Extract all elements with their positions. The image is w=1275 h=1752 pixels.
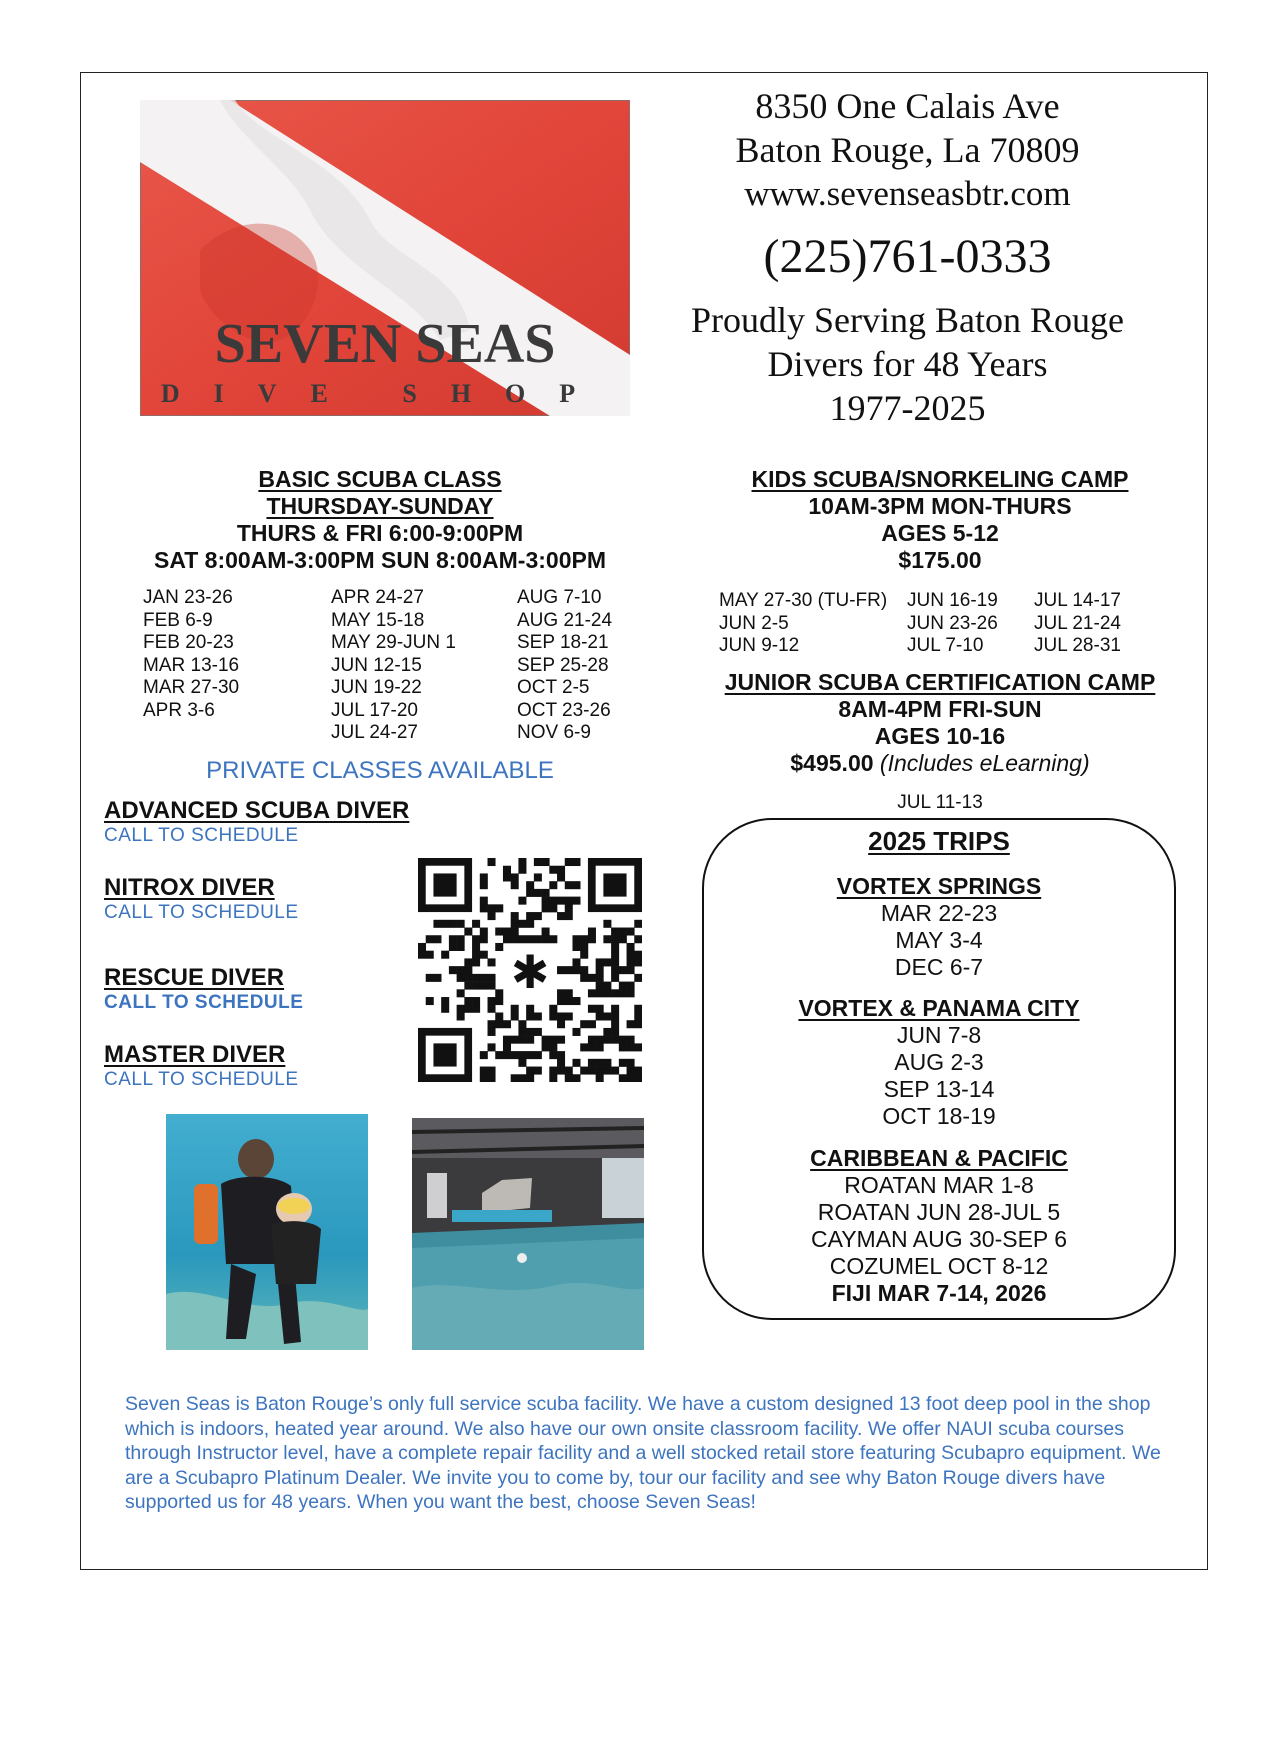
trip-date: CAYMAN AUG 30-SEP 6 <box>810 1226 1068 1252</box>
trip-date: OCT 18-19 <box>882 1103 996 1129</box>
junior-camp-hours: 8AM-4PM FRI-SUN <box>838 696 1042 722</box>
camp-date: JUN 2-5 <box>719 612 789 634</box>
trip-date: MAY 3-4 <box>895 927 983 953</box>
trip-group-title: VORTEX SPRINGS <box>836 873 1042 899</box>
basic-scuba-heading <box>110 466 650 574</box>
website-link[interactable]: www.sevenseasbtr.com <box>744 174 1071 213</box>
kids-camp-ages: AGES 5-12 <box>881 520 999 546</box>
class-date: APR 3-6 <box>143 699 215 721</box>
class-date: FEB 20-23 <box>143 632 234 653</box>
kids-dates-col3 <box>1034 590 1121 658</box>
class-date: JUL 17-20 <box>331 699 418 721</box>
basic-dates-col1 <box>143 587 239 722</box>
kids-camp-hours: 10AM-3PM MON-THURS <box>808 493 1072 519</box>
about-paragraph: Seven Seas is Baton Rouge’s only full service scuba facility. We have a custom designed 13 foot deep pool in the shop which is indoors, heated year around. We also have our own onsite classroom facility. We offer NAUI scuba courses through Instructor level, have a complete repair facility and a well stocked retail store featuring Scubapro equipment. We are a Scubapro Platinum Dealer. We invite you to come by, tour our facility and see why Baton Rouge divers have supported us for 48 years. When you want the best, choose Seven Seas! <box>125 1393 1161 1513</box>
trip-date: MAR 22-23 <box>880 900 998 926</box>
trip-date-highlight: FIJI MAR 7-14, 2026 <box>831 1280 1047 1306</box>
junior-camp-ages: AGES 10-16 <box>874 723 1006 749</box>
camp-date: JUL 21-24 <box>1034 612 1121 634</box>
class-date: NOV 6-9 <box>517 722 591 743</box>
trip-date: JUN 7-8 <box>896 1022 982 1048</box>
call-to-schedule-link[interactable]: CALL TO SCHEDULE <box>104 1069 299 1090</box>
junior-camp-title: JUNIOR SCUBA CERTIFICATION CAMP <box>724 669 1156 695</box>
trip-date: SEP 13-14 <box>883 1076 995 1102</box>
kids-dates-col2 <box>907 590 998 658</box>
basic-scuba-weekday-hours: THURS & FRI 6:00-9:00PM <box>236 520 524 546</box>
camp-date: JUL 7-10 <box>907 635 984 656</box>
call-to-schedule-link[interactable]: CALL TO SCHEDULE <box>104 825 299 846</box>
logo-name-line1: SEVEN SEAS <box>214 313 556 375</box>
class-date: MAY 15-18 <box>331 609 425 631</box>
basic-scuba-title: BASIC SCUBA CLASS <box>258 466 502 492</box>
junior-camp-date: JUL 11-13 <box>897 792 983 813</box>
class-date: APR 24-27 <box>331 587 424 608</box>
trip-group-title: VORTEX & PANAMA CITY <box>798 995 1080 1021</box>
tagline-line2: Divers for 48 Years <box>767 344 1048 384</box>
divers-photo <box>166 1114 368 1350</box>
class-date: SEP 18-21 <box>517 632 609 653</box>
call-to-schedule-link[interactable]: CALL TO SCHEDULE <box>104 902 299 923</box>
qr-code-icon[interactable] <box>418 858 642 1082</box>
camp-date: JUN 9-12 <box>719 635 800 656</box>
class-date: JAN 23-26 <box>143 587 233 608</box>
tagline-line3: 1977-2025 <box>829 388 986 428</box>
logo-wordmark <box>161 313 609 408</box>
logo-name-line2: DIVE SHOP <box>160 379 610 408</box>
private-classes-note: PRIVATE CLASSES AVAILABLE <box>206 757 554 784</box>
camp-date: JUL 14-17 <box>1034 590 1121 611</box>
class-date: FEB 6-9 <box>143 609 213 631</box>
cert-master <box>104 1041 299 1091</box>
class-date: MAY 29-JUN 1 <box>331 632 456 653</box>
trip-date: AUG 2-3 <box>894 1049 984 1075</box>
trips-title: 2025 TRIPS <box>868 826 1010 856</box>
trip-group-title: CARIBBEAN & PACIFIC <box>810 1145 1068 1171</box>
basic-scuba-weekend-hours: SAT 8:00AM-3:00PM SUN 8:00AM-3:00PM <box>153 547 606 573</box>
trip-date: ROATAN JUN 28-JUL 5 <box>817 1199 1061 1225</box>
class-date: JUL 24-27 <box>331 722 418 743</box>
tagline-line1: Proudly Serving Baton Rouge <box>691 300 1124 340</box>
class-date: OCT 23-26 <box>517 699 611 721</box>
camp-date: JUL 28-31 <box>1034 635 1121 656</box>
class-date: AUG 21-24 <box>517 609 613 631</box>
junior-camp-price-note: (Includes eLearning) <box>879 750 1090 776</box>
cert-advanced <box>104 797 409 847</box>
class-date: MAR 13-16 <box>143 654 240 676</box>
class-date: MAR 27-30 <box>143 677 240 698</box>
camp-date: JUN 23-26 <box>907 612 998 634</box>
cert-title: MASTER DIVER <box>104 1041 286 1068</box>
kids-dates-col1 <box>719 590 887 658</box>
call-to-schedule-link[interactable]: CALL TO SCHEDULE <box>104 992 304 1013</box>
junior-camp-price: $495.00 <box>790 750 874 776</box>
class-date: AUG 7-10 <box>517 587 602 608</box>
cert-title: ADVANCED SCUBA DIVER <box>104 797 410 824</box>
phone-number[interactable]: (225)761-0333 <box>763 230 1052 283</box>
address-line2: Baton Rouge, La 70809 <box>735 130 1080 170</box>
class-date: SEP 25-28 <box>517 654 609 676</box>
basic-dates-col3 <box>517 587 612 745</box>
dive-flag-logo <box>140 100 630 416</box>
address-line1: 8350 One Calais Ave <box>755 86 1060 126</box>
basic-scuba-days: THURSDAY-SUNDAY <box>266 493 494 519</box>
pool-photo <box>412 1118 644 1350</box>
junior-camp-heading <box>690 669 1190 777</box>
trip-date: COZUMEL OCT 8-12 <box>829 1253 1049 1279</box>
cert-nitrox <box>104 874 299 924</box>
kids-camp-price: $175.00 <box>898 547 982 573</box>
cert-title: RESCUE DIVER <box>104 964 285 991</box>
basic-dates-col2 <box>331 587 456 745</box>
class-date: JUN 12-15 <box>331 654 422 676</box>
cert-rescue <box>104 964 303 1014</box>
junior-camp-price-line <box>690 750 1190 777</box>
trip-date: DEC 6-7 <box>894 954 984 980</box>
cert-title: NITROX DIVER <box>104 874 275 901</box>
trip-date: ROATAN MAR 1-8 <box>844 1172 1034 1198</box>
kids-camp-title: KIDS SCUBA/SNORKELING CAMP <box>751 466 1129 492</box>
camp-date: JUN 16-19 <box>907 590 998 611</box>
svg-text:✱: ✱ <box>510 945 550 999</box>
camp-date: MAY 27-30 (TU-FR) <box>719 590 888 611</box>
kids-camp-heading <box>690 466 1190 574</box>
class-date: JUN 19-22 <box>331 677 422 698</box>
class-date: OCT 2-5 <box>517 677 590 698</box>
